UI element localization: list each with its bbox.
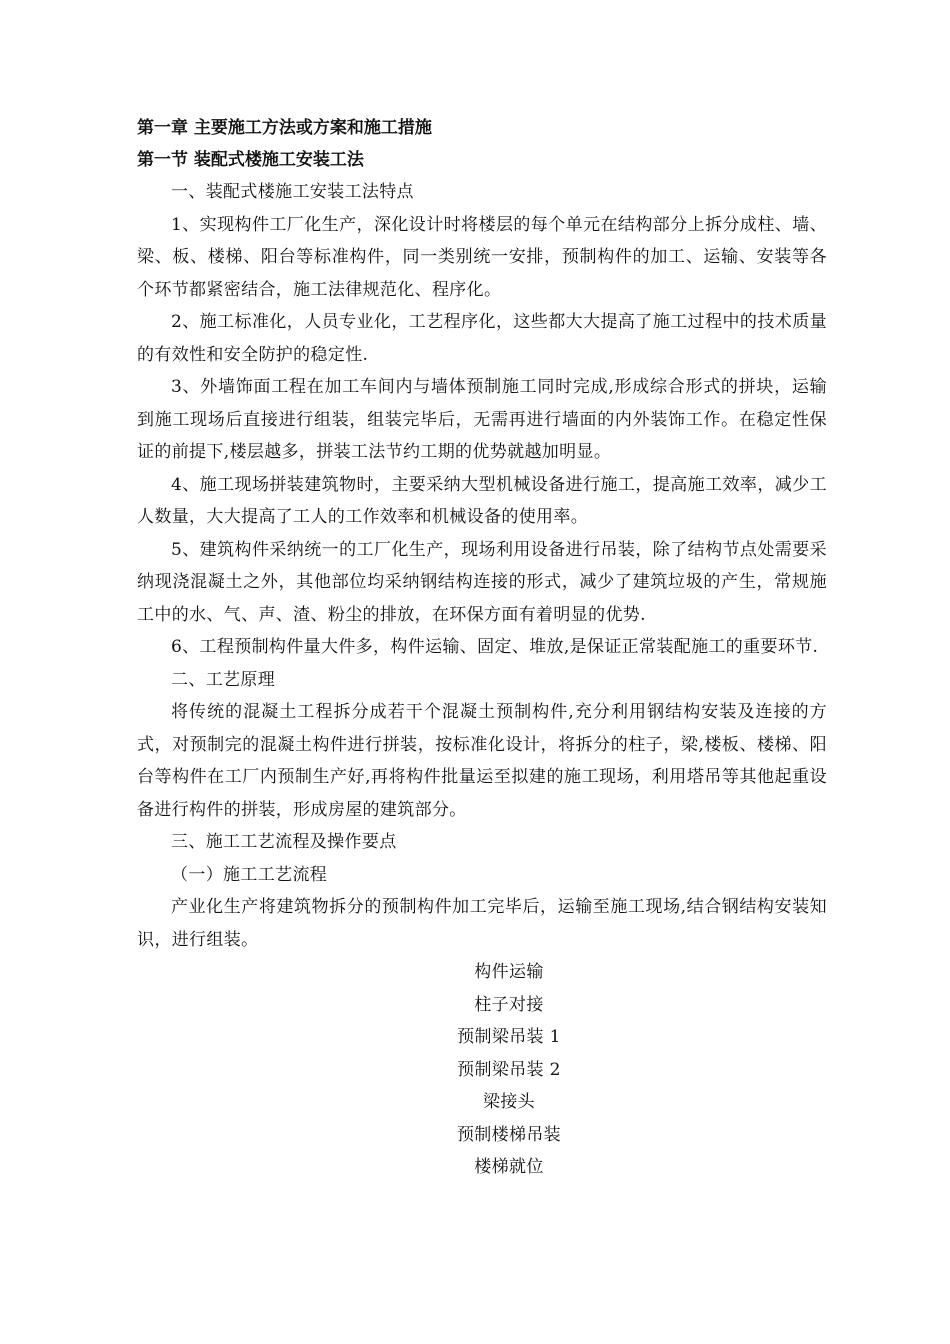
process-flow <box>137 956 827 1184</box>
flow-step: 柱子对接 <box>474 994 544 1015</box>
part1-heading: 一、装配式楼施工安装工法特点 <box>171 182 414 202</box>
flow-step: 预制梁吊装 1 <box>457 1027 561 1047</box>
part2-heading: 二、工艺原理 <box>171 669 276 690</box>
part2-text: 将传统的混凝土工程拆分成若干个混凝土预制构件,充分利用钢结构安装及连接的方式，对预制完的混凝土构件进行拼装，按标准化设计，将拆分的柱子，梁,楼板、楼梯、阳台等构件在工厂内预制生产好,再将构件批量运至拟建的施工现场，利用塔吊等其他起重设备进行构件的拼装，形成房屋的建筑部分。 <box>137 702 827 820</box>
part3-heading: 三、施工工艺流程及操作要点 <box>171 832 397 852</box>
part1-item-5: 5、建筑构件采纳统一的工厂化生产，现场利用设备进行吊装，除了结构节点处需要采纳现浇混凝土之外，其他部位均采纳钢结构连接的形式，减少了建筑垃圾的产生，常规施工中的水、气、声、渣、粉尘的排放，在环保方面有着明显的优势. <box>137 539 827 625</box>
chapter-title: 第一章 主要施工方法或方案和施工措施 <box>137 118 432 138</box>
flow-step: 构件运输 <box>474 962 544 982</box>
flow-step: 梁接头 <box>482 1092 536 1112</box>
part3-text: 产业化生产将建筑物拆分的预制构件加工完毕后，运输至施工现场,结合钢结构安装知识，进行组装。 <box>137 897 827 950</box>
part3-subheading: （一）施工工艺流程 <box>171 864 328 885</box>
part1-item-6: 6、工程预制构件量大件多，构件运输、固定、堆放,是保证正常装配施工的重要环节. <box>171 637 819 657</box>
document-body <box>137 112 827 1184</box>
flow-step: 预制楼梯吊装 <box>456 1124 562 1145</box>
part1-item-3: 3、外墙饰面工程在加工车间内与墙体预制施工同时完成,形成综合形式的拼块，运输到施工现场后直接进行组装，组装完毕后，无需再进行墙面的内外装饰工作。在稳定性保证的前提下,楼层越多，拼装工法节约工期的优势就越加明显。 <box>137 377 827 462</box>
section-title: 第一节 装配式楼施工安装工法 <box>137 150 364 170</box>
flow-step: 预制梁吊装 2 <box>457 1059 561 1080</box>
part1-item-4: 4、施工现场拼装建筑物时，主要采纳大型机械设备进行施工，提高施工效率，减少工人数量，大大提高了工人的工作效率和机械设备的使用率。 <box>137 474 827 527</box>
flow-step: 楼梯就位 <box>474 1157 544 1177</box>
part1-item-1: 1、实现构件工厂化生产，深化设计时将楼层的每个单元在结构部分上拆分成柱、墙、梁、板、楼梯、阳台等标准构件，同一类别统一安排，预制构件的加工、运输、安装等各个环节都紧密结合，施工法律规范化、程序化。 <box>137 214 827 300</box>
part1-item-2: 2、施工标准化，人员专业化，工艺程序化，这些都大大提高了施工过程中的技术质量的有效性和安全防护的稳定性. <box>137 312 827 365</box>
